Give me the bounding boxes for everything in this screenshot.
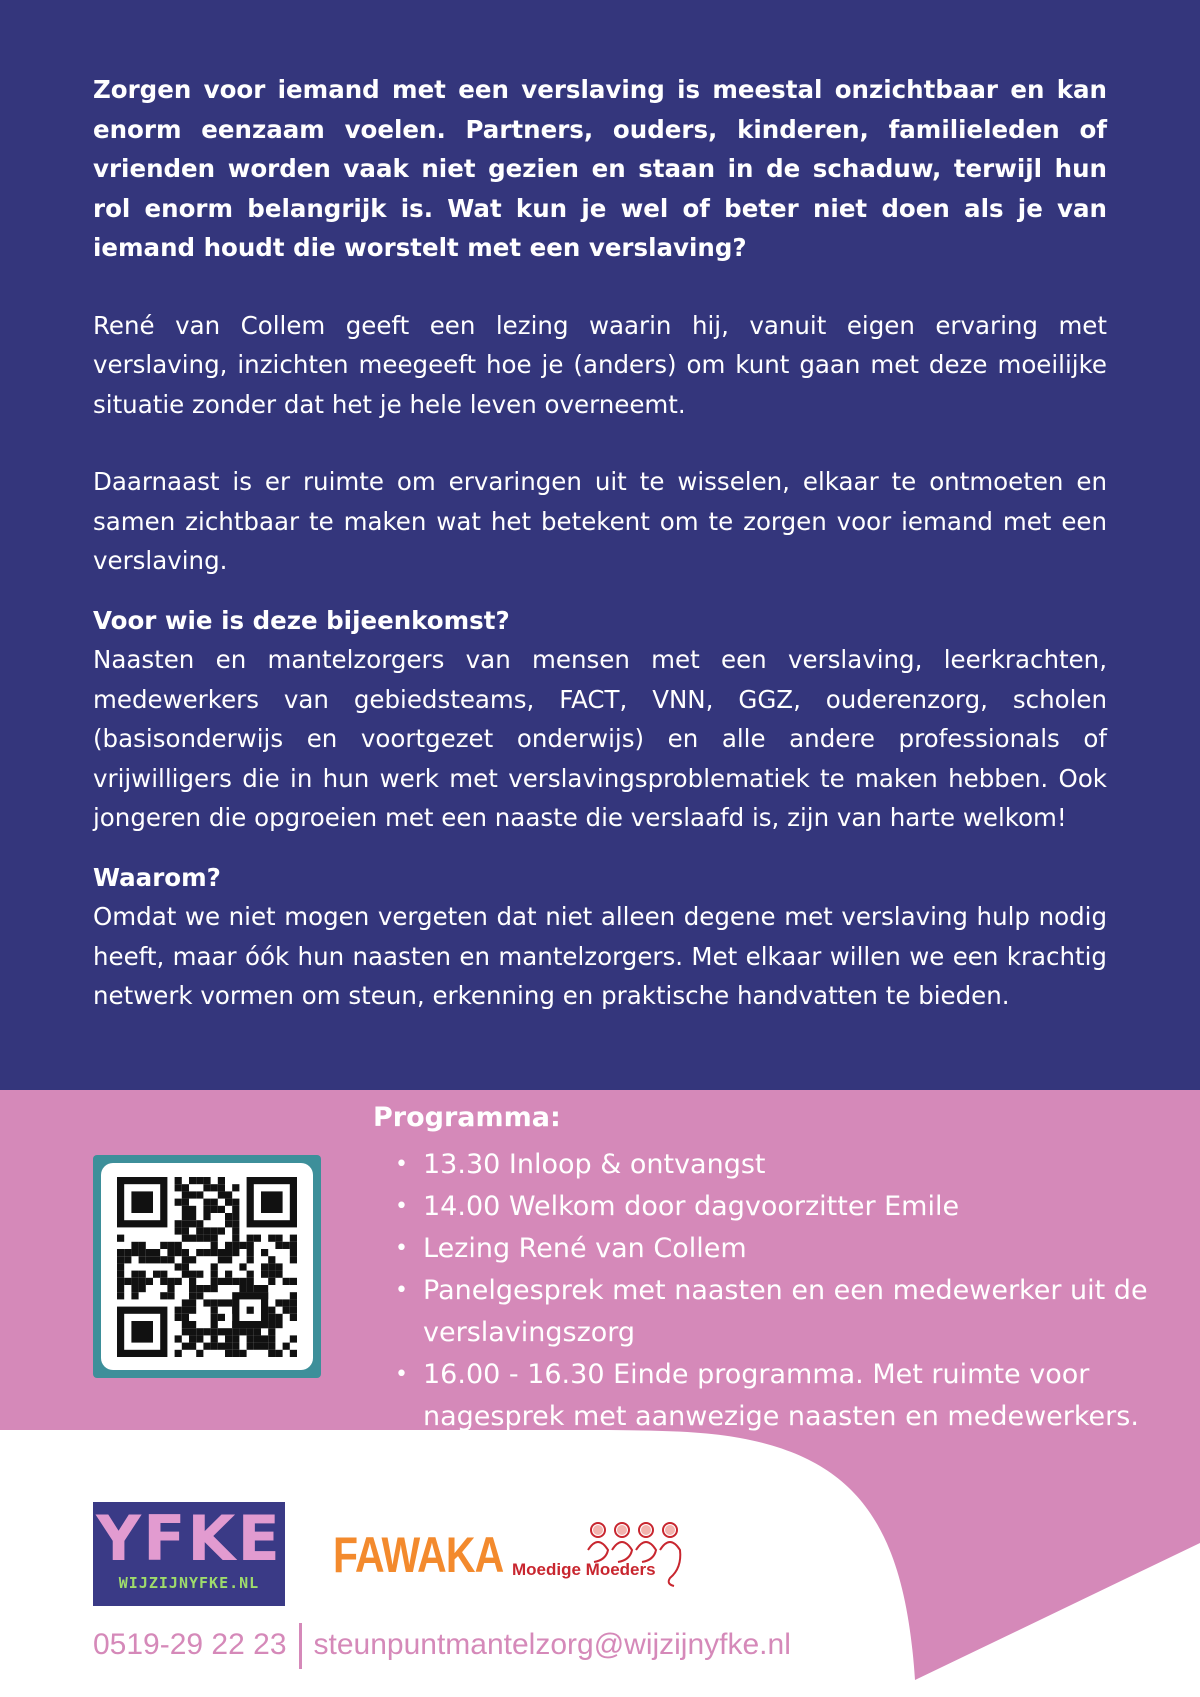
phone-number[interactable]: 0519-29 22 23	[93, 1628, 287, 1661]
contact-line	[93, 1620, 791, 1670]
intro-paragraph: Zorgen voor iemand met een verslaving is meestal onzichtbaar en kan enorm eenzaam voelen. Partners, ouders, kinderen, familieleden of vrienden worden vaak niet gezien en staan in de schaduw, terwijl hun rol enorm belangrijk is. Wat kun je wel of beter niet doen als je van iemand houdt die worstelt met een verslaving?	[93, 75, 1107, 262]
programma-list	[373, 1144, 1173, 1438]
contact-divider	[299, 1623, 302, 1669]
voor-wie-heading: Voor wie is deze bijeenkomst?	[93, 605, 510, 635]
moedige-moeders-logo	[510, 1520, 710, 1590]
bullet-icon: •	[395, 1236, 408, 1261]
qr-code[interactable]	[93, 1155, 321, 1378]
qr-code-inner	[101, 1163, 313, 1370]
yfke-logo-text: YFKE	[96, 1502, 282, 1575]
lezing-paragraph: René van Collem geeft een lezing waarin hij, vanuit eigen ervaring met verslaving, inzichten meegeeft hoe je (anders) om kunt gaan met deze moeilijke situatie zonder dat het je hele leven overneemt.	[93, 310, 1107, 419]
voor-wie-paragraph: Naasten en mantelzorgers van mensen met een verslaving, leerkrachten, medewerkers van gebiedsteams, FACT, VNN, GGZ, ouderenzorg, scholen (basisonderwijs en voortgezet onderwijs) en alle andere professionals of vrijwilligers die in hun werk met verslavingsproblematiek te maken hebben. Ook jongeren die opgroeien met een naaste die verslaafd is, zijn van harte welkom!	[93, 645, 1107, 832]
programma-section	[373, 1098, 1173, 1438]
daarnaast-paragraph: Daarnaast is er ruimte om ervaringen uit te wisselen, elkaar te ontmoeten en samen zichtbaar te maken wat het betekent om te zorgen voor iemand met een verslaving.	[93, 467, 1107, 575]
programma-item: • Panelgesprek met naasten en een medewerker uit de verslavingszorg	[373, 1270, 1173, 1354]
yfke-logo-url: WIJZIJNYFKE.NL	[118, 1574, 260, 1592]
programma-item: • Lezing René van Collem	[373, 1228, 1173, 1270]
bullet-icon: •	[395, 1362, 408, 1387]
bullet-icon: •	[395, 1278, 408, 1303]
waarom-heading: Waarom?	[93, 862, 221, 892]
yfke-logo	[93, 1502, 285, 1606]
moedige-moeders-text: Moedige Moeders	[512, 1560, 656, 1579]
bullet-icon: •	[395, 1152, 408, 1177]
waarom-paragraph: Omdat we niet mogen vergeten dat niet alleen degene met verslaving hulp nodig heeft, maar óók hun naasten en mantelzorgers. Met elkaar willen we een krachtig netwerk vormen om steun, erkenning en praktische handvatten te bieden.	[93, 902, 1107, 1010]
fawaka-logo: FAWAKA	[333, 1527, 504, 1583]
programma-heading: Programma:	[373, 1102, 561, 1133]
programma-item: • 13.30 Inloop & ontvangst	[373, 1144, 1173, 1186]
bullet-icon: •	[395, 1194, 408, 1219]
email-address[interactable]: steunpuntmantelzorg@wijzijnyfke.nl	[313, 1628, 791, 1661]
body-text	[93, 70, 1107, 1016]
programma-item: • 16.00 - 16.30 Einde programma. Met ruimte voor nagesprek met aanwezige naasten en medewerkers.	[373, 1354, 1173, 1438]
programma-item: • 14.00 Welkom door dagvoorzitter Emile	[373, 1186, 1173, 1228]
qr-code-icon	[117, 1177, 297, 1357]
